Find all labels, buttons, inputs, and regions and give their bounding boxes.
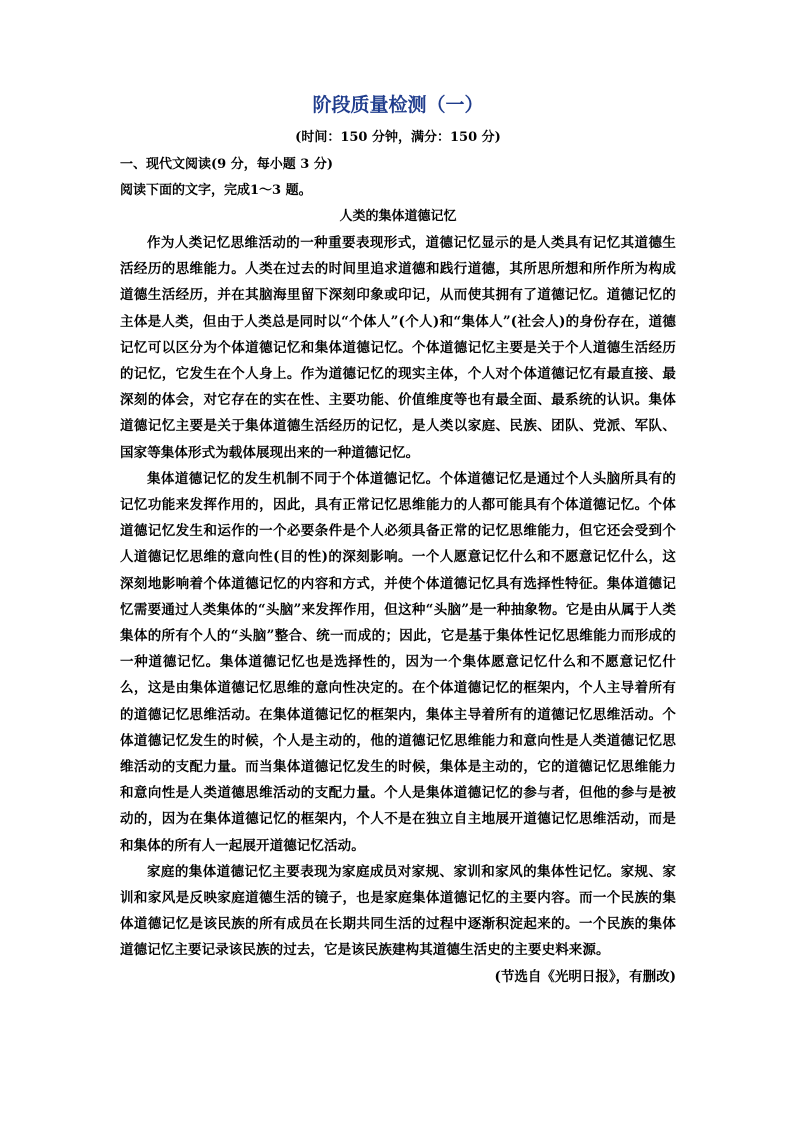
section-heading: 一、现代文阅读(9 分，每小题 3 分) <box>120 157 333 172</box>
article-title: 人类的集体道德记忆 <box>339 209 457 224</box>
page-title: 阶段质量检测（一） <box>312 94 484 116</box>
document-page <box>120 92 676 990</box>
article-paragraph: 家庭的集体道德记忆主要表现为家庭成员对家规、家训和家风的集体性记忆。家规、家训和家风是反映家庭道德生活的镜子，也是家庭集体道德记忆的主要内容。而一个民族的集体道德记忆是该民族的所有成员在长期共同生活的过程中逐渐积淀起来的。一个民族的集体道德记忆主要记录该民族的过去，它是该民族建构其道德生活史的主要史料来源。 <box>120 863 676 959</box>
section-instruction: 阅读下面的文字，完成1～3 题。 <box>120 183 312 198</box>
exam-time-info: (时间：150 分钟，满分：150 分) <box>295 130 501 145</box>
article-paragraph: 集体道德记忆的发生机制不同于个体道德记忆。个体道德记忆是通过个人头脑所具有的记忆功能来发挥作用的，因此，具有正常记忆思维能力的人都可能具有个体道德记忆。个体道德记忆发生和运作的一个必要条件是个人必须具备正常的记忆思维能力，但它还会受到个人道德记忆思维的意向性(目的性)的深刻影响。一个人愿意记忆什么和不愿意记忆什么，这深刻地影响着个体道德记忆的内容和方式，并使个体道德记忆具有选择性特征。集体道德记忆需要通过人类集体的“头脑”来发挥作用，但这种“头脑”是一种抽象物。它是由从属于人类集体的所有个人的“头脑”整合、统一而成的；因此，它是基于集体性记忆思维能力而形成的一种道德记忆。集体道德记忆也是选择性的，因为一个集体愿意记忆什么和不愿意记忆什么，这是由集体道德记忆思维的意向性决定的。在个体道德记忆的框架内，个人主导着所有的道德记忆思维活动。在集体道德记忆的框架内，集体主导着所有的道德记忆思维活动。个体道德记忆发生的时候，个人是主动的，他的道德记忆思维能力和意向性是人类道德记忆思维活动的支配力量。而当集体道德记忆发生的时候，集体是主动的，它的道德记忆思维能力和意向性是人类道德思维活动的支配力量。个人是集体道德记忆的参与者，但他的参与是被动的，因为在集体道德记忆的框架内，个人不是在独立自主地展开道德记忆思维活动，而是和集体的所有人一起展开道德记忆活动。 <box>120 470 676 854</box>
article-source: (节选自《光明日报》，有删改) <box>494 968 676 985</box>
article-paragraph: 作为人类记忆思维活动的一种重要表现形式，道德记忆显示的是人类具有记忆其道德生活经历的思维能力。人类在过去的时间里追求道德和践行道德，其所思所想和所作所为构成道德生活经历，并在其脑海里留下深刻印象或印记，从而使其拥有了道德记忆。道德记忆的主体是人类，但由于人类总是同时以“个体人”(个人)和“集体人”(社会人)的身份存在，道德记忆可以区分为个体道德记忆和集体道德记忆。个体道德记忆主要是关于个人道德生活经历的记忆，它发生在个人身上。作为道德记忆的现实主体，个人对个体道德记忆有最直接、最深刻的体会，对它存在的实在性、主要功能、价值维度等也有最全面、最系统的认识。集体道德记忆主要是关于集体道德生活经历的记忆，是人类以家庭、民族、团队、党派、军队、国家等集体形式为载体展现出来的一种道德记忆。 <box>120 235 676 461</box>
